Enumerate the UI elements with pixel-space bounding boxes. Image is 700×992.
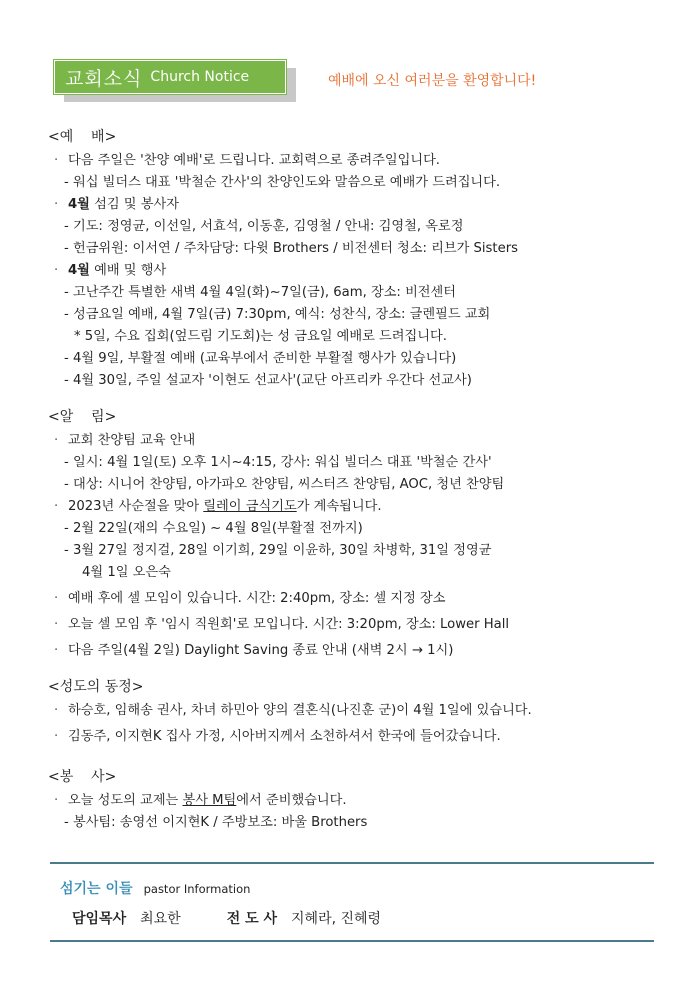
worship-subitem: - 헌금위원: 이서연 / 주차담당: 다윗 Brothers / 비전센터 청소: 리브가 Sisters [64,241,519,256]
relay-fast-link-text: 릴레이 금식기도 [203,499,297,514]
notice-item-text: 예배 후에 셀 모임이 있습니다. 시간: 2:40pm, 장소: 셀 지정 장소 [68,591,446,606]
notice-item-text: 오늘 셀 모임 후 '임시 직원회'로 모입니다. 시간: 3:20pm, 장소: Lower Hall [68,617,510,632]
worship-item [48,260,668,282]
bullet-icon: · [54,793,59,808]
bullet-icon: · [54,197,59,212]
service-heading: <봉 사> [48,769,117,785]
worship-subitem: - 워십 빌더스 대표 '박철순 간사'의 찬양인도와 말씀으로 예배가 드려집니다. [64,175,501,190]
worship-item-text: 예배 및 행사 [89,263,167,278]
worship-note: * 5일, 수요 집회(엎드림 기도회)는 성 금요일 예배로 드려집니다. [74,329,447,344]
service-item [48,790,668,812]
bulletin-content [48,126,668,834]
bullet-icon: · [54,263,59,278]
notice-item [48,614,668,636]
service-item-text: 에서 준비했습니다. [236,793,347,808]
month-label: 4월 [68,197,90,212]
notice-subitem: - 대상: 시니어 찬양팀, 아가파오 찬양팀, 씨스터즈 찬양팀, AOC, 청년 찬양팀 [64,477,505,492]
footer-bottom-rule [50,940,654,942]
worship-subitem: - 4월 30일, 주일 설교자 '이현도 선교사'(교단 아프리카 우간다 선교사) [64,373,472,388]
notice-item-text: 2023년 사순절을 맞아 [68,499,204,514]
bullet-icon: · [54,591,59,606]
title-english: Church Notice [150,69,250,85]
staff-row [72,908,654,932]
bullet-icon: · [54,499,59,514]
service-subitem: - 봉사팀: 송영선 이지현K / 주방보조: 바울 Brothers [64,815,368,830]
notice-item-text: 가 계속됩니다. [296,499,382,514]
family-item-text: 하승호, 임해송 권사, 차녀 하민아 양의 결혼식(나진훈 군)이 4월 1일에 있습니다. [68,703,532,718]
bullet-icon: · [54,153,59,168]
title-korean: 교회소식 [65,67,143,90]
worship-subitem: - 성금요일 예배, 4월 7일(금) 7:30pm, 예식: 성찬식, 장소: 글렌필드 교회 [64,307,491,322]
notice-item [48,640,668,662]
worship-subitem: - 4월 9일, 부활절 예배 (교육부에서 준비한 부활절 행사가 있습니다) [64,351,457,366]
family-heading: <성도의 동정> [48,679,144,695]
welcome-message: 예배에 오신 여러분을 환영합니다! [328,73,537,89]
footer-top-rule [50,862,654,864]
header [54,60,286,94]
family-item [48,726,668,748]
evangelist-label: 전 도 사 [226,911,278,927]
footer [50,862,654,942]
bullet-icon: · [54,617,59,632]
worship-subitem: - 고난주간 특별한 새벽 4월 4일(화)~7일(금), 6am, 장소: 비전센터 [64,285,457,300]
family-item [48,700,668,722]
notice-item [48,588,668,610]
service-item-text: 오늘 성도의 교제는 [68,793,183,808]
footer-heading [60,878,654,898]
pastor-label: 담임목사 [72,911,127,927]
worship-item-text: 섬김 및 봉사자 [89,197,179,212]
worship-item [48,194,668,216]
bullet-icon: · [54,643,59,658]
worship-item-text: 다음 주일은 '찬양 예배'로 드립니다. 교회력으로 종려주일입니다. [68,153,441,168]
bullet-icon: · [54,703,59,718]
notice-item [48,430,668,452]
notice-subitem: - 2월 22일(재의 수요일) ~ 4월 8일(부활절 전까지) [64,521,363,536]
worship-item [48,150,668,172]
worship-subitem: - 기도: 정영균, 이선일, 서효석, 이동훈, 김영철 / 안내: 김영철, 옥로정 [64,219,464,234]
evangelist-names: 지혜라, 진혜령 [291,911,382,927]
service-team-text: 봉사 M팀 [182,793,237,808]
footer-title-english: pastor Information [143,882,251,896]
notice-heading: <알 림> [48,409,117,425]
notice-subitem: 4월 1일 오은숙 [82,565,171,580]
notice-item-text: 다음 주일(4월 2일) Daylight Saving 종료 안내 (새벽 2시 → 1시) [68,643,454,658]
notice-subitem: - 일시: 4월 1일(토) 오후 1시~4:15, 강사: 워십 빌더스 대표 '박철순 간사' [64,455,492,470]
notice-subitem: - 3월 27일 정지걸, 28일 이기희, 29일 이윤하, 30일 차병학, 31일 정영균 [64,543,492,558]
title-banner [54,60,286,94]
footer-title: 섬기는 이들 [60,881,133,897]
worship-heading: <예 배> [48,129,117,145]
bullet-icon: · [54,433,59,448]
pastor-name: 최요한 [140,911,181,927]
month-label: 4월 [68,263,90,278]
family-item-text: 김동주, 이지현K 집사 가정, 시아버지께서 소천하셔서 한국에 들어갔습니다. [68,729,501,744]
notice-item [48,496,668,518]
notice-item-text: 교회 찬양팀 교육 안내 [68,433,196,448]
bullet-icon: · [54,729,59,744]
